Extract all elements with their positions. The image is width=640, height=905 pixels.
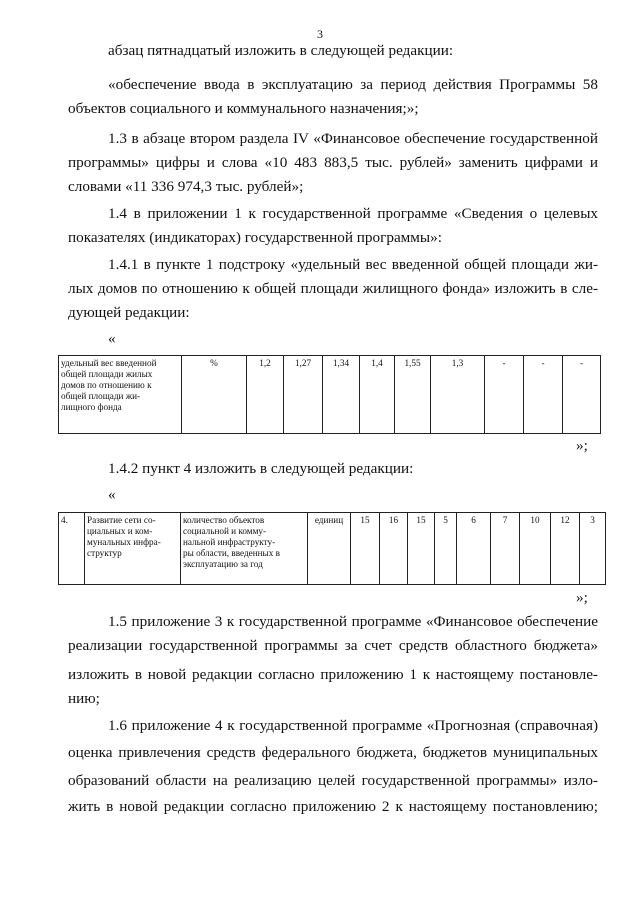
value-cell: 1,55 xyxy=(395,356,431,434)
value-cell: 1,3 xyxy=(431,356,485,434)
paragraph-line: «обеспечение ввода в эксплуатацию за период действия Программы 58 xyxy=(108,76,598,93)
paragraph-line: образований области на реализацию целей государственной программы» изло- xyxy=(68,772,598,789)
paragraph-line: 1.4 в приложении 1 к государственной программе «Сведения о целевых xyxy=(108,205,598,222)
paragraph-line: объектов социального и коммунального назначения;»; xyxy=(68,100,419,117)
value-cell: 3 xyxy=(580,513,606,585)
paragraph-line: 1.4.1 в пункте 1 подстроку «удельный вес введенной общей площади жи- xyxy=(108,256,598,273)
paragraph-line: показателях (индикаторах) государственной программы»: xyxy=(68,229,442,246)
value-cell: 12 xyxy=(551,513,580,585)
value-cell: - xyxy=(563,356,601,434)
indicator-table-1 xyxy=(58,355,601,434)
value-cell: - xyxy=(485,356,524,434)
paragraph-line: дующей редакции: xyxy=(68,304,190,321)
paragraph-line: жить в новой редакции согласно приложению 2 к настоящему постановлению; xyxy=(68,798,598,815)
paragraph-line: 1.6 приложение 4 к государственной программе «Прогнозная (справочная) xyxy=(108,717,598,734)
open-quote: « xyxy=(108,330,116,347)
indicator-name-cell: количество объектов социальной и комму- нальной инфраструкту- ры области, введенных в эксплуатацию за год xyxy=(181,513,308,585)
value-cell: 15 xyxy=(408,513,435,585)
paragraph-line: программы» цифры и слова «10 483 883,5 тыс. рублей» заменить цифрами и xyxy=(68,154,598,171)
value-cell: - xyxy=(524,356,563,434)
indicator-table-2 xyxy=(58,512,606,585)
paragraph-line: нию; xyxy=(68,690,100,707)
unit-cell: единиц xyxy=(308,513,351,585)
value-cell: 6 xyxy=(457,513,491,585)
paragraph-line: реализации государственной программы за счет средств областного бюджета» xyxy=(68,637,598,654)
paragraph-line: словами «11 336 974,3 тыс. рублей»; xyxy=(68,178,304,195)
close-quote: »; xyxy=(576,589,588,606)
paragraph-line: 1.3 в абзаце втором раздела IV «Финансовое обеспечение государственной xyxy=(108,130,598,147)
page-number: 3 xyxy=(317,27,323,41)
value-cell: 1,27 xyxy=(284,356,323,434)
value-cell: 1,34 xyxy=(323,356,360,434)
value-cell: 16 xyxy=(380,513,408,585)
close-quote: »; xyxy=(576,437,588,454)
value-cell: 1,2 xyxy=(247,356,284,434)
value-cell: 1,4 xyxy=(360,356,395,434)
value-cell: 7 xyxy=(491,513,520,585)
paragraph-line: лых домов по отношению к общей площади жилищного фонда» изложить в сле- xyxy=(68,280,598,297)
indicator-name-cell: удельный вес введенной общей площади жилых домов по отношению к общей площади жи- лищного фонда xyxy=(59,356,182,434)
value-cell: 15 xyxy=(351,513,380,585)
paragraph-line: оценка привлечения средств федерального бюджета, бюджетов муниципальных xyxy=(68,744,598,761)
value-cell: 10 xyxy=(520,513,551,585)
value-cell: 5 xyxy=(435,513,457,585)
unit-cell: % xyxy=(182,356,247,434)
program-name-cell: Развитие сети со- циальных и ком- мунальных инфра- структур xyxy=(85,513,181,585)
paragraph-line: 1.4.2 пункт 4 изложить в следующей редакции: xyxy=(108,460,414,477)
paragraph-line: абзац пятнадцатый изложить в следующей редакции: xyxy=(108,42,454,59)
open-quote: « xyxy=(108,486,116,503)
paragraph-line: 1.5 приложение 3 к государственной программе «Финансовое обеспечение xyxy=(108,613,598,630)
row-number-cell: 4. xyxy=(59,513,85,585)
paragraph-line: изложить в новой редакции согласно приложению 1 к настоящему постановле- xyxy=(68,666,598,683)
